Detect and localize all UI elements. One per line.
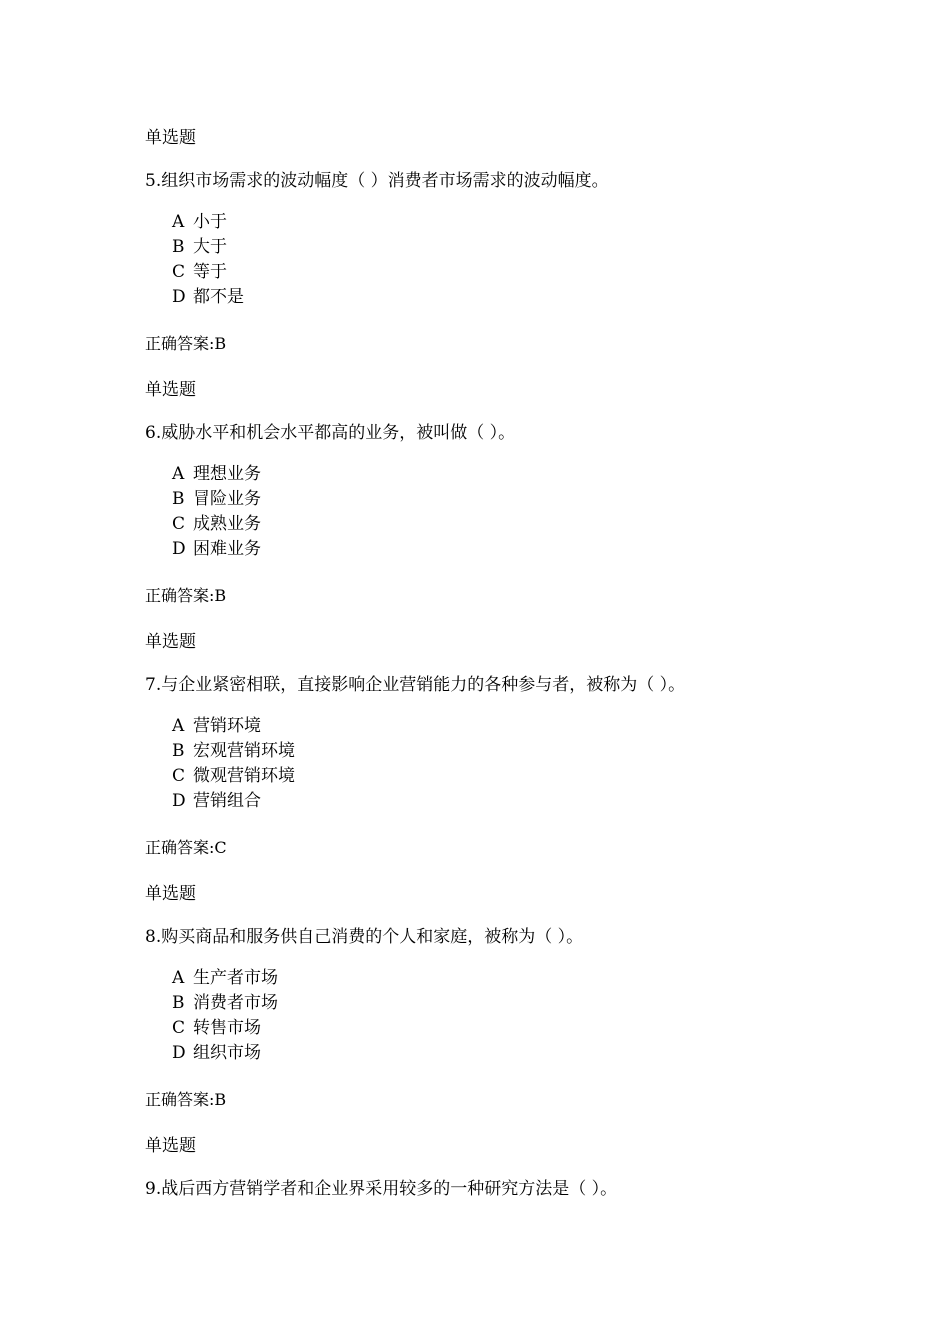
option-letter: A — [172, 968, 185, 988]
option-text: 理想业务 — [193, 464, 261, 484]
option-letter: B — [172, 237, 185, 257]
option-text: 生产者市场 — [193, 968, 278, 988]
correct-answer: 正确答案:B — [145, 334, 227, 353]
option-a — [172, 714, 295, 739]
option-b — [172, 991, 278, 1016]
option-text: 微观营销环境 — [193, 766, 295, 786]
option-text: 都不是 — [193, 287, 244, 307]
option-text: 组织市场 — [193, 1043, 261, 1063]
question-stem: 9.战后西方营销学者和企业界采用较多的一种研究方法是（ ）。 — [145, 1179, 618, 1199]
option-text: 宏观营销环境 — [193, 741, 295, 761]
option-b — [172, 235, 244, 260]
option-list — [172, 714, 295, 814]
option-text: 成熟业务 — [193, 514, 261, 534]
option-b — [172, 487, 261, 512]
option-letter: D — [172, 287, 186, 307]
option-text: 冒险业务 — [193, 489, 261, 509]
option-text: 消费者市场 — [193, 993, 278, 1013]
option-a — [172, 462, 261, 487]
question-stem: 8.购买商品和服务供自己消费的个人和家庭，被称为（ ）。 — [145, 927, 584, 947]
question-type: 单选题 — [145, 884, 196, 904]
correct-answer: 正确答案:B — [145, 1090, 227, 1109]
question-type: 单选题 — [145, 128, 196, 148]
option-a — [172, 966, 278, 991]
question-type: 单选题 — [145, 380, 196, 400]
option-list — [172, 210, 244, 310]
option-text: 大于 — [193, 237, 227, 257]
option-text: 困难业务 — [193, 539, 261, 559]
option-list — [172, 462, 261, 562]
question-type: 单选题 — [145, 632, 196, 652]
question-type: 单选题 — [145, 1136, 196, 1156]
correct-answer: 正确答案:B — [145, 586, 227, 605]
option-letter: D — [172, 791, 186, 811]
option-letter: B — [172, 741, 185, 761]
option-list — [172, 966, 278, 1066]
option-c — [172, 764, 295, 789]
option-b — [172, 739, 295, 764]
correct-answer: 正确答案:C — [145, 838, 227, 857]
option-letter: A — [172, 212, 185, 232]
option-text: 营销组合 — [193, 791, 261, 811]
option-letter: D — [172, 1043, 186, 1063]
option-c — [172, 512, 261, 537]
option-text: 小于 — [193, 212, 227, 232]
option-letter: C — [172, 262, 186, 282]
option-d — [172, 285, 244, 310]
option-d — [172, 537, 261, 562]
option-letter: C — [172, 514, 186, 534]
option-text: 转售市场 — [193, 1018, 261, 1038]
option-letter: D — [172, 539, 186, 559]
option-d — [172, 1041, 278, 1066]
question-stem: 7.与企业紧密相联，直接影响企业营销能力的各种参与者，被称为（ ）。 — [145, 675, 686, 695]
option-text: 营销环境 — [193, 716, 261, 736]
option-letter: A — [172, 716, 185, 736]
option-c — [172, 1016, 278, 1041]
question-stem: 6.威胁水平和机会水平都高的业务，被叫做（ ）。 — [145, 423, 516, 443]
option-d — [172, 789, 295, 814]
option-c — [172, 260, 244, 285]
option-a — [172, 210, 244, 235]
question-stem: 5.组织市场需求的波动幅度（ ）消费者市场需求的波动幅度。 — [145, 171, 609, 191]
option-letter: C — [172, 1018, 186, 1038]
option-letter: B — [172, 993, 185, 1013]
option-letter: A — [172, 464, 185, 484]
option-text: 等于 — [193, 262, 227, 282]
option-letter: C — [172, 766, 186, 786]
option-letter: B — [172, 489, 185, 509]
